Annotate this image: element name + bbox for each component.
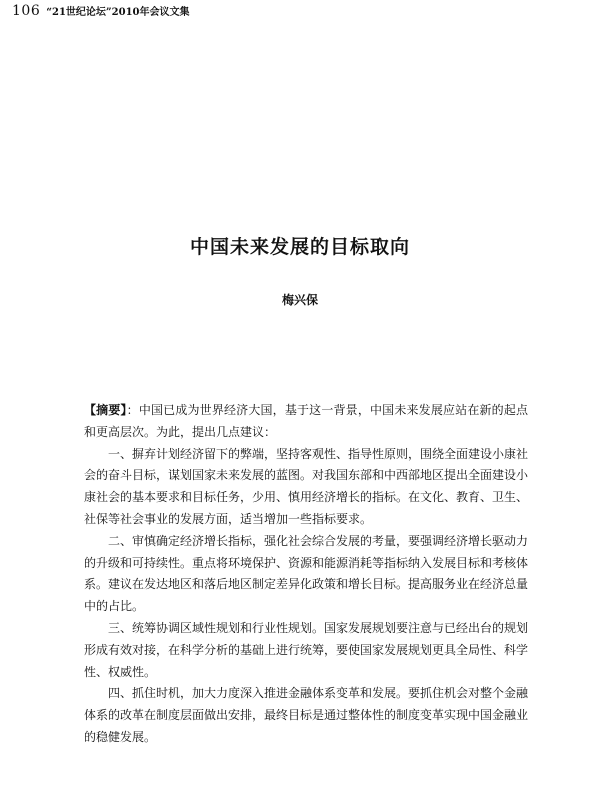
body-paragraph-1: 一、摒弃计划经济留下的弊端，坚持客观性、指导性原则，围绕全面建设小康社会的奋斗目标，谋划国家未来发展的蓝图。对我国东部和中西部地区提出全面建设小康社会的基本要求和目标任务，少用、慎用经济增长的指标。在文化、教育、卫生、社保等社会事业的发展方面，适当增加一些指标要求。 bbox=[84, 446, 529, 526]
body-paragraph-4: 四、抓住时机，加大力度深入推进金融体系变革和发展。要抓住机会对整个金融体系的改革在制度层面做出安排，最终目标是通过整体性的制度变革实现中国金融业的稳健发展。 bbox=[84, 686, 529, 744]
article-author: 梅兴保 bbox=[281, 293, 318, 307]
article-title: 中国未来发展的目标取向 bbox=[189, 236, 410, 258]
running-title: “21世纪论坛”2010年会议文集 bbox=[46, 7, 190, 18]
article-body bbox=[84, 400, 528, 749]
abstract-text: ：中国已成为世界经济大国，基于这一背景，中国未来发展应站在新的起点和更高层次。为此，提出几点建议： bbox=[84, 403, 528, 439]
body-paragraph-3: 三、统筹协调区域性规划和行业性规划。国家发展规划要注意与已经出台的规划形成有效对接，在科学分析的基础上进行统筹，要使国家发展规划更具全局性、科学性、权威性。 bbox=[84, 620, 529, 679]
running-header bbox=[12, 3, 190, 19]
abstract-label: 【摘要】 bbox=[84, 403, 127, 417]
page-number: 106 bbox=[12, 3, 41, 19]
abstract-paragraph bbox=[84, 400, 528, 444]
body-paragraph-2: 二、审慎确定经济增长指标，强化社会综合发展的考量，要强调经济增长驱动力的升级和可持续性。重点将环境保护、资源和能源消耗等指标纳入发展目标和考核体系。建议在发达地区和落后地区制定差异化政策和增长目标。提高服务业在经济总量中的占比。 bbox=[84, 533, 529, 614]
